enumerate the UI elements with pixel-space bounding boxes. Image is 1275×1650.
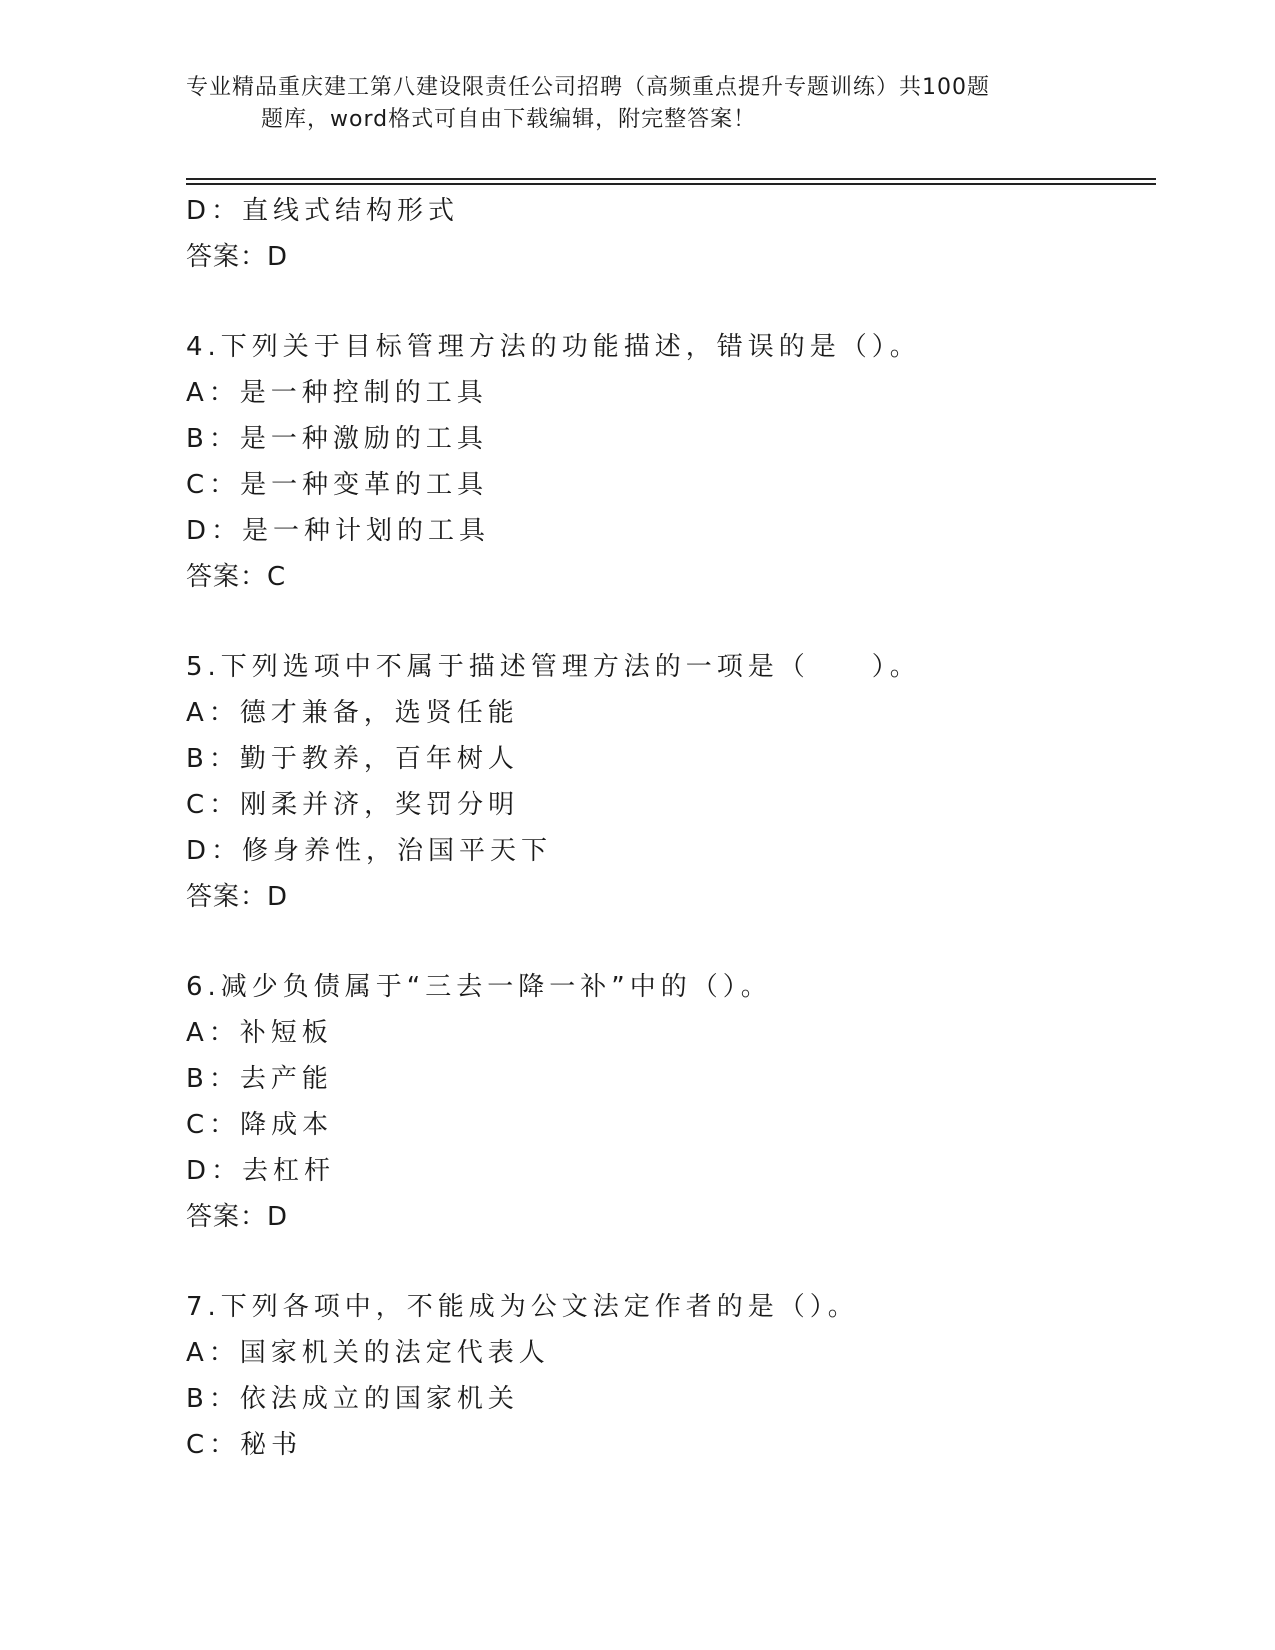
question-stem: 5.下列选项中不属于描述管理方法的一项是（ ）。 [186, 652, 921, 682]
answer-text: 答案：D [186, 242, 289, 272]
option-text: A：国家机关的法定代表人 [186, 1338, 550, 1368]
option-text: C：降成本 [186, 1110, 334, 1140]
question-block [186, 644, 1146, 920]
header-line-2: 题库，word格式可自由下载编辑，附完整答案！ [261, 107, 757, 132]
question-block [186, 324, 1146, 600]
question-stem: 7.下列各项中，不能成为公文法定作者的是（）。 [186, 1292, 859, 1322]
question-block [186, 1284, 1146, 1468]
option-text: D：修身养性，治国平天下 [186, 836, 553, 866]
question-stem: 4.下列关于目标管理方法的功能描述，错误的是（）。 [186, 332, 921, 362]
option-text: D：去杠杆 [186, 1156, 336, 1186]
answer-text: 答案：C [186, 562, 287, 592]
option-text: C：是一种变革的工具 [186, 470, 489, 500]
option-text: A：补短板 [186, 1018, 333, 1048]
document-header [186, 72, 1066, 136]
option-text: C：刚柔并济，奖罚分明 [186, 790, 520, 820]
answer-text: 答案：D [186, 882, 289, 912]
option-text: A：德才兼备，选贤任能 [186, 698, 519, 728]
option-text: A：是一种控制的工具 [186, 378, 488, 408]
header-rule-bottom [186, 183, 1156, 185]
answer-text: 答案：D [186, 1202, 289, 1232]
option-text: B：是一种激励的工具 [186, 424, 488, 454]
option-text: B：去产能 [186, 1064, 333, 1094]
option-text: B：勤于教养，百年树人 [186, 744, 519, 774]
question-stem: 6.减少负债属于“三去一降一补”中的（）。 [186, 972, 772, 1002]
option-text: D：是一种计划的工具 [186, 516, 491, 546]
header-rule-top [186, 178, 1156, 180]
question-block [186, 964, 1146, 1240]
option-text: C：秘书 [186, 1430, 303, 1460]
option-text: B：依法成立的国家机关 [186, 1384, 519, 1414]
option-text: D：直线式结构形式 [186, 196, 460, 226]
question-list [186, 188, 1146, 1468]
header-line-1: 专业精品重庆建工第八建设限责任公司招聘（高频重点提升专题训练）共100题 [186, 75, 990, 100]
